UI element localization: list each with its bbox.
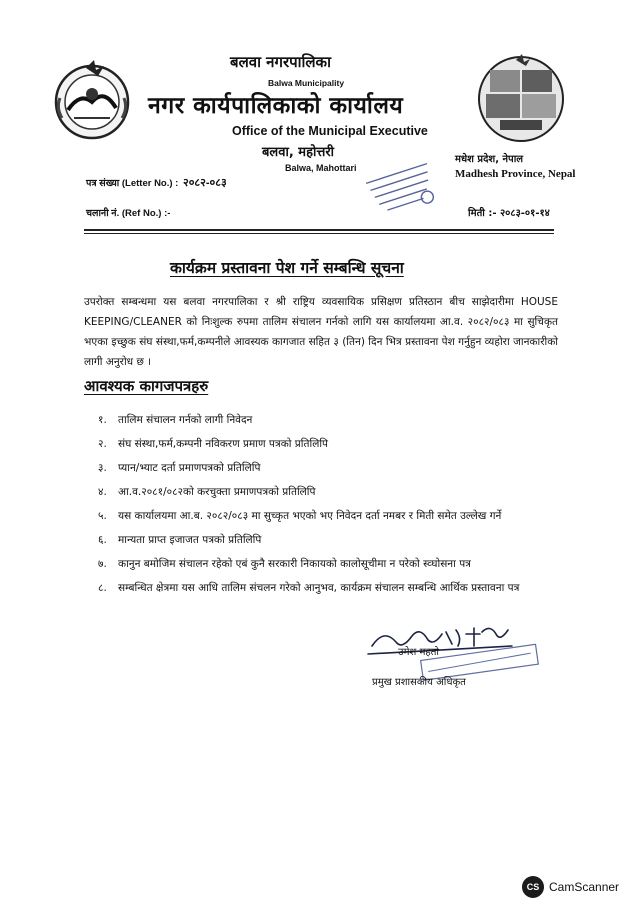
document-number: २. [98,438,107,450]
document-item [98,530,558,550]
date-value: २०८३-०१-१४ [499,208,550,219]
document-text: प्यान/भ्याट दर्ता प्रमाणपत्रको प्रतिलिपि [118,462,261,474]
camscanner-watermark [522,876,619,898]
photo-collage-emblem-icon [476,54,566,144]
ref-number-label: चलानी नं. (Ref No.) :- [86,208,171,219]
letter-number-label: पत्र संख्या (Letter No.) : [86,178,179,189]
document-text: तालिम संचालन गर्नको लागी निवेदन [118,414,253,426]
letter-number-value: २०८२-०८३ [182,177,227,189]
document-number: १. [98,414,107,426]
document-item [98,482,558,502]
document-item [98,410,558,430]
documents-heading: आवश्यक कागजपत्रहरु [84,377,209,395]
document-number: ४. [98,486,107,498]
municipality-name-np: बलवा नगरपालिका [230,53,331,71]
document-text: कानुन बमोजिम संचालन रहेको एबं कुनै सरकारी निकायको कालोसूचीमा न परेको स्व्घोसना पत्र [118,558,471,570]
document-item [98,506,558,526]
header-divider-thin [84,233,554,234]
document-number: ३. [98,462,107,474]
place-np: बलवा, महोत्तरी [262,145,335,160]
date-label: मिती :- [468,208,497,219]
office-stamp-icon [364,162,444,218]
document-item [98,578,558,598]
office-title-en: Office of the Municipal Executive [232,124,428,138]
notice-body: उपरोक्त सम्बन्धमा यस बलवा नगरपालिका र श्री राष्ट्रिय व्यवसायिक प्रसिक्षण प्रतिस्ठान बीच साझेदारीमा HOUSE KEEPING/CLEANER को निःशुल्क रुपमा तालिम संचालन गर्नको लागि यस कार्यालयमा आ.व. २०८२/०८३ मा सुचिकृत भएका इच्छुक संघ संस्था,फर्म,कम्पनीले आवस्यक कागजात सहित ३ (तिन) दिन भित्र प्रस्तावना पेश गर्नुहुन व्यहोरा जानकारीको लागी अनुरोध छ । [84,296,558,368]
document-text: यस कार्यालयमा आ.ब. २०८२/०८३ मा सुच्कृत भएको भए निवेदन दर्ता नमबर र मिती समेत उल्लेख गर्ने [118,510,502,522]
camscanner-label: CamScanner [549,880,620,894]
document-text: मान्यता प्राप्त इजाजत पत्रको प्रतिलिपि [118,534,262,546]
place-en: Balwa, Mahottari [285,163,357,173]
document-text: सम्बन्धित क्षेत्रमा यस आधि तालिम संचलन गरेको आनुभव, कार्यक्रम संचालन सम्बन्धि आर्थिक प्रस्तावना पत्र [118,582,520,594]
notice-subject: कार्यक्रम प्रस्तावना पेश गर्ने सम्बन्धि सूचना [170,259,404,277]
office-title-np: नगर कार्यपालिकाको कार्यालय [148,93,404,119]
document-number: ७. [98,558,107,570]
document-number: ६. [98,534,107,546]
date-line [468,205,550,219]
header-divider [84,229,554,231]
municipality-name-en: Balwa Municipality [268,78,345,88]
document-item [98,458,558,478]
signatory-title: प्रमुख प्रशासकीय अधिकृत [372,677,466,688]
document-text: संघ संस्था,फर्म,कम्पनी नविकरण प्रमाण पत्रको प्रतिलिपि [118,438,329,450]
document-number: ५. [98,510,107,522]
camscanner-logo-icon: CS [522,876,544,898]
documents-list [98,410,558,602]
province-en: Madhesh Province, Nepal [455,168,576,180]
document-text: आ.व.२०८१/०८२को करचुक्ता प्रमाणपत्रको प्रतिलिपि [118,486,316,498]
municipality-emblem-icon [50,58,134,142]
letter-number [86,175,227,190]
signatory-name: उमेश महतो [398,647,440,658]
document-item [98,554,558,574]
document-item [98,434,558,454]
province-np: मधेश प्रदेश, नेपाल [455,154,524,165]
document-number: ८. [98,582,107,594]
